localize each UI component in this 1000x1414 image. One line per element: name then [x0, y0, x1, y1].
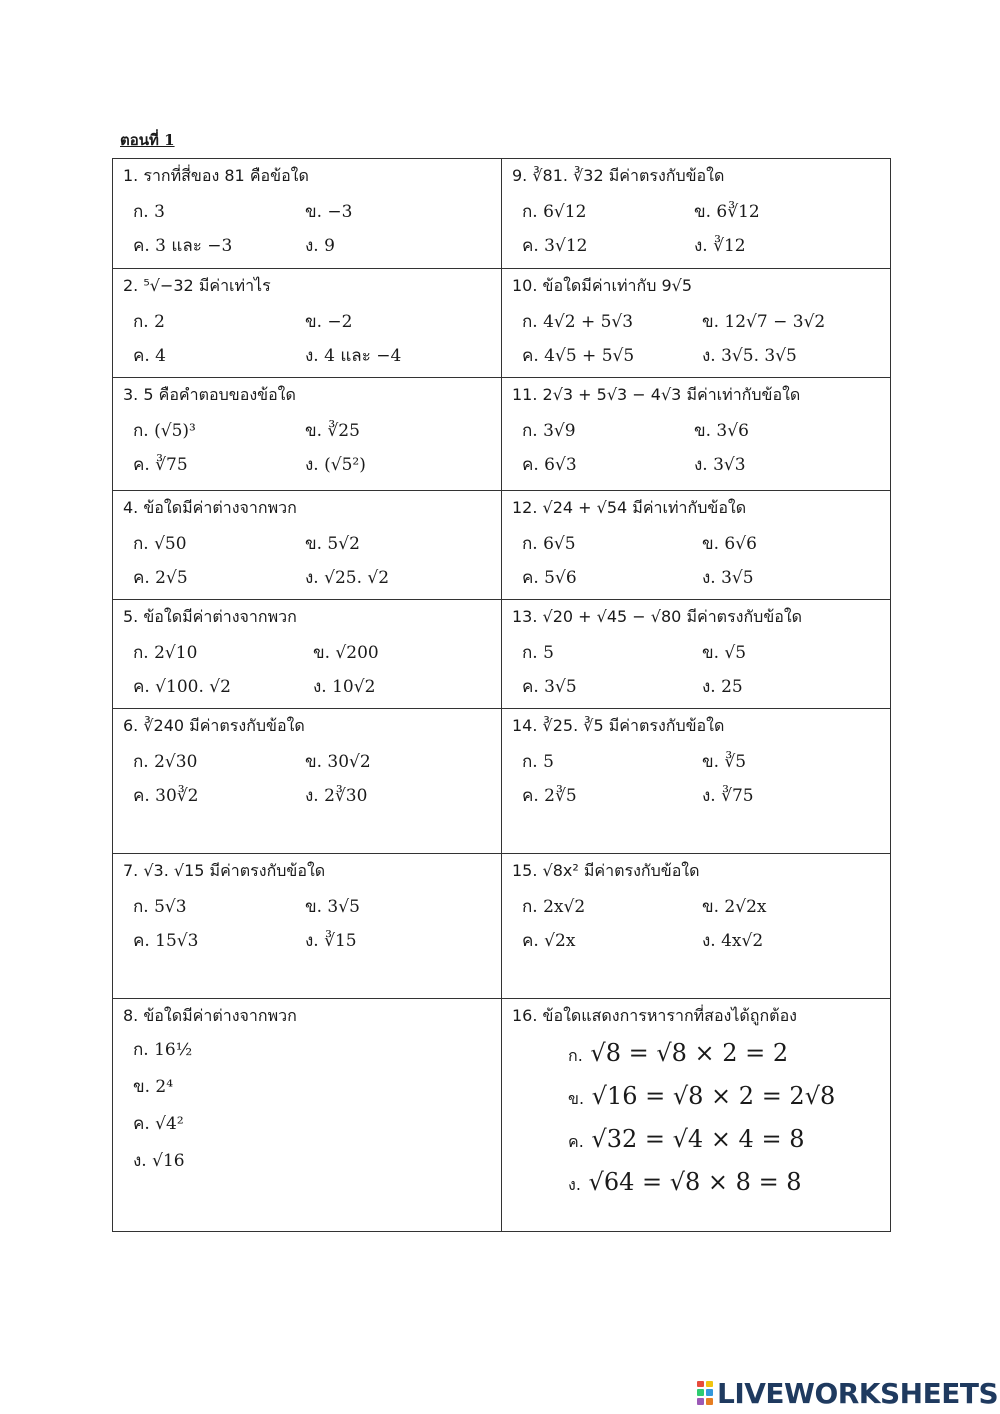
option-b[interactable]: ข. 2⁴	[133, 1077, 174, 1097]
question-text: 14. ∛25. ∛5 มีค่าตรงกับข้อใด	[512, 716, 725, 735]
brand-name: LIVEWORKSHEETS	[717, 1376, 999, 1410]
option-b[interactable]	[568, 1081, 890, 1124]
option-c[interactable]	[568, 1124, 890, 1167]
option-c[interactable]: ค. √2x	[522, 931, 576, 951]
question-text: 8. ข้อใดมีค่าต่างจากพวก	[123, 1006, 297, 1025]
option-a[interactable]: ก. 6√5	[522, 534, 576, 554]
option-d[interactable]: ง. 4x√2	[702, 931, 764, 951]
option-c[interactable]: ค. √100. √2	[133, 677, 231, 697]
option-b[interactable]: ข. ∛25	[305, 421, 360, 441]
option-d[interactable]: ง. ∛15	[305, 931, 357, 951]
question-text: 9. ∛81. ∛32 มีค่าตรงกับข้อใด	[512, 166, 725, 185]
question-text: 1. รากที่สี่ของ 81 คือข้อใด	[123, 166, 309, 185]
question-cell	[502, 600, 891, 709]
option-c[interactable]: ค. 30∛2	[133, 786, 199, 806]
question-cell	[113, 159, 502, 269]
option-label: ง.	[568, 1175, 581, 1194]
option-d[interactable]: ง. 10√2	[313, 677, 376, 697]
option-b[interactable]: ข. 3√6	[694, 421, 749, 441]
question-text: 4. ข้อใดมีค่าต่างจากพวก	[123, 498, 297, 517]
question-text: 15. √8x² มีค่าตรงกับข้อใด	[512, 861, 700, 880]
option-b[interactable]: ข. √200	[313, 643, 379, 663]
option-c[interactable]: ค. 2∛5	[522, 786, 577, 806]
option-a[interactable]: ก. 5√3	[133, 897, 187, 917]
question-cell	[113, 269, 502, 378]
option-b[interactable]: ข. 30√2	[305, 752, 371, 772]
question-cell	[502, 269, 891, 378]
option-d[interactable]: ง. 3√5	[702, 568, 754, 588]
option-a[interactable]	[568, 1038, 890, 1081]
option-b[interactable]: ข. −2	[305, 312, 353, 332]
question-cell	[502, 159, 891, 269]
option-a[interactable]: ก. 2√10	[133, 643, 198, 663]
question-cell	[502, 378, 891, 491]
logo-mark-icon	[696, 1380, 714, 1406]
option-a[interactable]: ก. 5	[522, 752, 554, 772]
question-cell-8	[113, 999, 502, 1232]
question-text: 2. ⁵√−32 มีค่าเท่าไร	[123, 276, 271, 295]
question-cell	[502, 709, 891, 854]
option-expression: √16 = √8 × 2 = 2√8	[584, 1082, 836, 1110]
option-d[interactable]: ง. √16	[133, 1151, 185, 1171]
option-label: ข.	[568, 1089, 585, 1108]
option-b[interactable]: ข. √5	[702, 643, 747, 663]
question-table	[112, 158, 891, 1232]
option-b[interactable]: ข. 5√2	[305, 534, 360, 554]
option-b[interactable]: ข. 6∛12	[694, 202, 760, 222]
option-c[interactable]: ค. 3 และ −3	[133, 236, 233, 256]
option-d[interactable]: ง. 25	[702, 677, 743, 697]
question-text: 16. ข้อใดแสดงการหารากที่สองได้ถูกต้อง	[512, 1006, 797, 1025]
option-b[interactable]: ข. 12√7 − 3√2	[702, 312, 826, 332]
option-d[interactable]: ง. 4 และ −4	[305, 346, 402, 366]
option-c[interactable]: ค. 4	[133, 346, 166, 366]
question-cell	[113, 854, 502, 999]
option-expression: √32 = √4 × 4 = 8	[583, 1125, 805, 1153]
question-cell	[113, 600, 502, 709]
option-a[interactable]: ก. 2	[133, 312, 165, 332]
option-c[interactable]: ค. √4²	[133, 1114, 184, 1134]
question-cell	[113, 709, 502, 854]
question-cell-16	[502, 999, 891, 1232]
option-c[interactable]: ค. 4√5 + 5√5	[522, 346, 635, 366]
liveworksheets-logo	[696, 1376, 998, 1410]
option-a[interactable]: ก. 2x√2	[522, 897, 586, 917]
option-b[interactable]: ข. ∛5	[702, 752, 747, 772]
question-cell	[113, 378, 502, 491]
option-d[interactable]: ง. 3√5. 3√5	[702, 346, 797, 366]
option-c[interactable]: ค. 15√3	[133, 931, 199, 951]
question-text: 3. 5 คือคำตอบของข้อใด	[123, 385, 296, 404]
question-text: 13. √20 + √45 − √80 มีค่าตรงกับข้อใด	[512, 607, 803, 626]
option-c[interactable]: ค. 6√3	[522, 455, 577, 475]
option-expression: √64 = √8 × 8 = 8	[580, 1168, 802, 1196]
option-a[interactable]: ก. 3	[133, 202, 165, 222]
question-text: 12. √24 + √54 มีค่าเท่ากับข้อใด	[512, 498, 747, 517]
option-b[interactable]: ข. 3√5	[305, 897, 360, 917]
option-label: ค.	[568, 1132, 584, 1151]
option-c[interactable]: ค. 3√12	[522, 236, 588, 256]
option-a[interactable]: ก. (√5)³	[133, 421, 196, 441]
option-a[interactable]: ก. 5	[522, 643, 554, 663]
question-text: 5. ข้อใดมีค่าต่างจากพวก	[123, 607, 297, 626]
question-text: 10. ข้อใดมีค่าเท่ากับ 9√5	[512, 276, 692, 295]
option-d[interactable]: ง. 9	[305, 236, 335, 256]
option-d[interactable]: ง. ∛12	[694, 236, 746, 256]
option-a[interactable]: ก. 16½	[133, 1040, 193, 1060]
option-d[interactable]: ง. (√5²)	[305, 455, 366, 475]
option-c[interactable]: ค. 5√6	[522, 568, 577, 588]
option-c[interactable]: ค. 3√5	[522, 677, 577, 697]
option-d[interactable]: ง. √25. √2	[305, 568, 390, 588]
option-d[interactable]: ง. 3√3	[694, 455, 746, 475]
option-d[interactable]: ง. 2∛30	[305, 786, 368, 806]
option-a[interactable]: ก. 2√30	[133, 752, 198, 772]
question-cell	[113, 491, 502, 600]
option-expression: √8 = √8 × 2 = 2	[582, 1039, 789, 1067]
section-title: ตอนที่ 1	[120, 131, 175, 149]
option-a[interactable]: ก. √50	[133, 534, 187, 554]
option-b[interactable]: ข. 2√2x	[702, 897, 767, 917]
option-b[interactable]: ข. −3	[305, 202, 353, 222]
option-c[interactable]: ค. ∛75	[133, 455, 188, 475]
option-a[interactable]: ก. 4√2 + 5√3	[522, 312, 634, 332]
option-label: ก.	[568, 1046, 583, 1065]
option-d[interactable]	[568, 1167, 890, 1210]
question-text: 6. ∛240 มีค่าตรงกับข้อใด	[123, 716, 305, 735]
question-cell	[502, 854, 891, 999]
option-b[interactable]: ข. 6√6	[702, 534, 757, 554]
question-text: 11. 2√3 + 5√3 − 4√3 มีค่าเท่ากับข้อใด	[512, 385, 801, 404]
question-cell	[502, 491, 891, 600]
option-a[interactable]: ก. 3√9	[522, 421, 576, 441]
option-c[interactable]: ค. 2√5	[133, 568, 188, 588]
option-d[interactable]: ง. ∛75	[702, 786, 754, 806]
question-text: 7. √3. √15 มีค่าตรงกับข้อใด	[123, 861, 326, 880]
option-a[interactable]: ก. 6√12	[522, 202, 587, 222]
